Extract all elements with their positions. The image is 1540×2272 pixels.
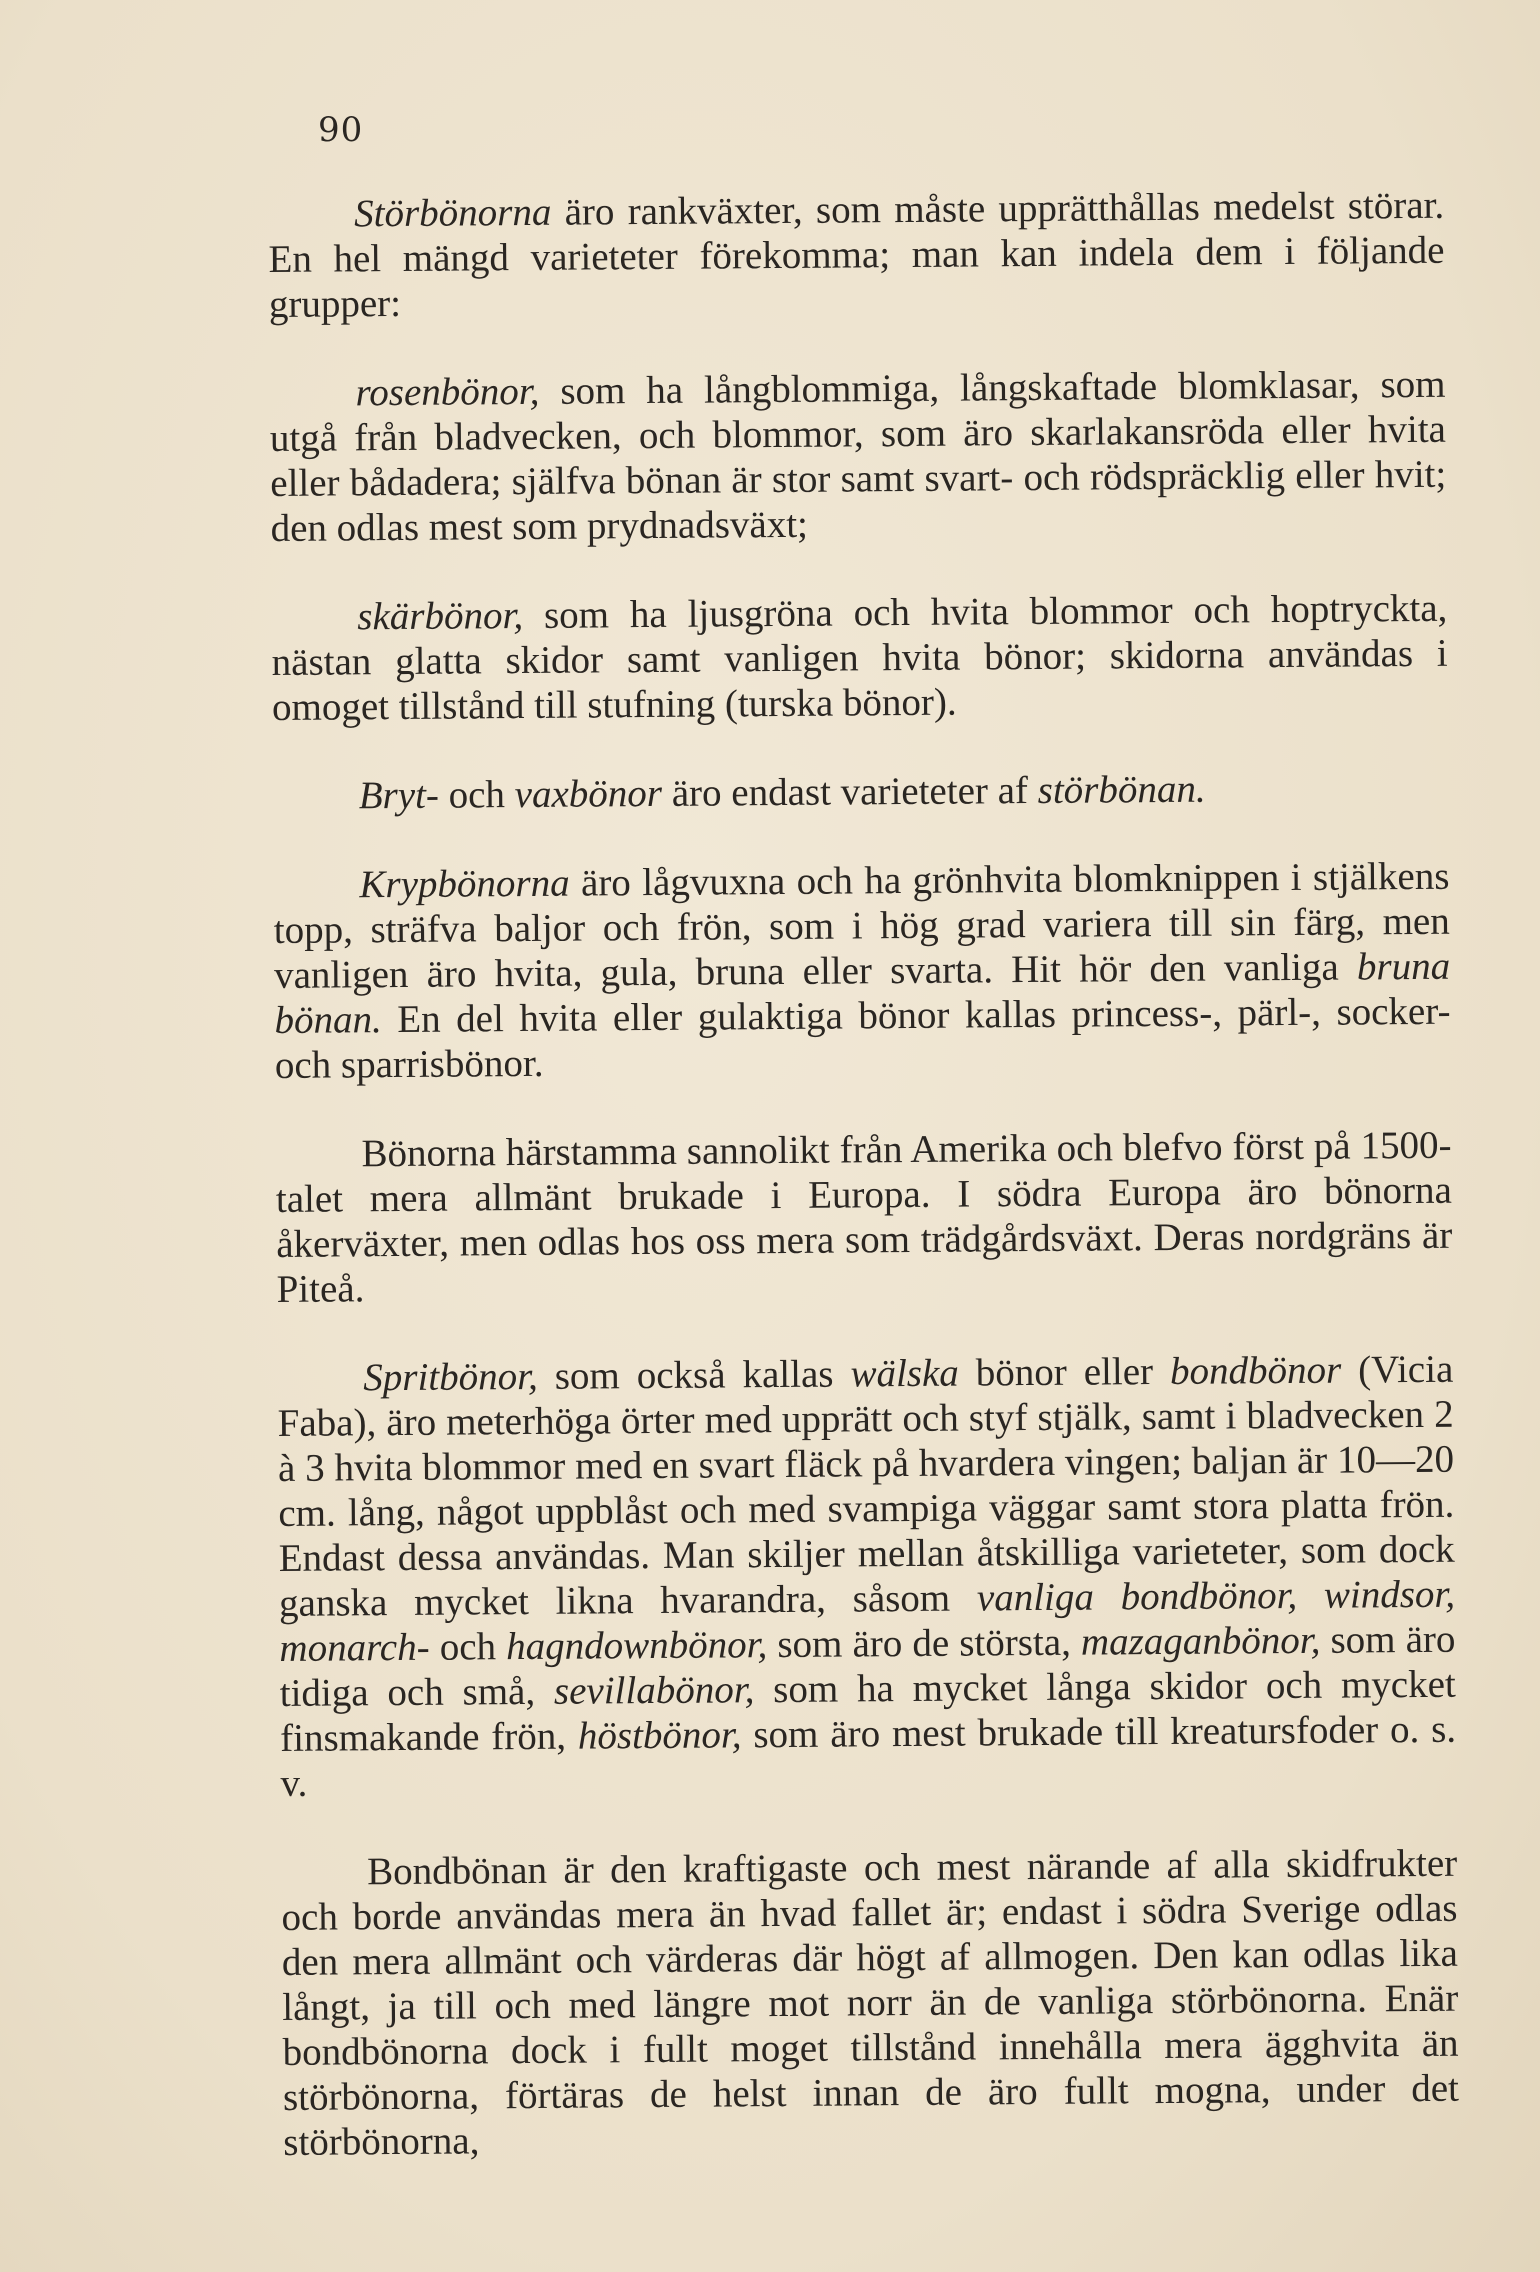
paragraph-ursprung	[275, 1123, 1452, 1312]
italic-term: störbönan.	[1037, 767, 1206, 812]
italic-term: mazaganbönor,	[1080, 1618, 1321, 1664]
italic-term: vaxbönor	[514, 771, 663, 817]
text-run: som också kallas	[537, 1352, 851, 1398]
text-run: Bondbönan är den kraftigaste och mest närande af alla skidfrukter och borde användas mera än hvad fallet är; endast i södra Sverige odlas den mera allmänt och värderas där högt af allmogen. Den kan odlas lika långt, ja till och med längre mot norr än de vanliga störbönorna. Enär bondbönorna dock i fullt moget tillstånd innehålla mera ägghvita än störbönorna, förtäras de helst innan de äro fullt mogna, under det störbönorna,	[281, 1841, 1460, 2164]
italic-term: Spritbönor,	[363, 1354, 538, 1400]
italic-term: rosenbönor,	[355, 369, 540, 415]
text-run: bönor eller	[958, 1349, 1171, 1395]
italic-term: Störbönorna	[354, 190, 552, 236]
text-run: och	[429, 1625, 507, 1669]
paragraph-skarbonor	[271, 586, 1448, 730]
text-run: äro lågvuxna och ha grönhvita blomknippen i stjälkens topp, sträfva baljor och frön, som i hög grad variera till sin färg, men vanligen äro hvita, gula, bruna eller svarta. Hit hör den vanliga	[273, 854, 1450, 997]
italic-term: vanliga bondbönor, windsor, monarch-	[279, 1572, 1456, 1670]
body-text	[268, 183, 1459, 2165]
text-run: En del hvita eller gulaktiga bönor kallas princess-, pärl-, socker- och sparrisbönor.	[274, 989, 1451, 1087]
paragraph-krypbonor	[273, 854, 1451, 1088]
text-run: som ha långblommiga, långskaftade blomklasar, som utgå från bladvecken, och blommor, som äro skarlakansröda eller hvita eller bådadera; själfva bönan är stor samt svart- och rödspräcklig eller hvit; den odlas mest som prydnadsväxt;	[269, 362, 1447, 550]
italic-term: Krypbönorna	[359, 861, 570, 907]
paragraph-rosenbonor	[269, 362, 1446, 551]
text-run: som äro de största,	[767, 1620, 1082, 1667]
paragraph-bondbonan	[281, 1841, 1459, 2165]
text-run: äro endast varieteter af	[661, 768, 1038, 815]
text-run: som äro mest brukade till kreatursfoder o. s. v.	[280, 1707, 1457, 1805]
page-number: 90	[318, 110, 364, 150]
text-run: som ha mycket långa skidor och mycket finsmakande frön,	[279, 1662, 1456, 1760]
text-run: och	[438, 773, 515, 817]
italic-term: hagndownbönor,	[505, 1623, 768, 1669]
italic-term: bruna bönan.	[274, 944, 1451, 1042]
text-run: som ha ljusgröna och hvita blommor och hoptryckta, nästan glatta skidor samt vanligen hvita bönor; skidorna användas i omoget tillstånd till stufning (turska bönor).	[271, 586, 1448, 729]
text-run: som äro tidiga och små,	[279, 1617, 1456, 1715]
paragraph-spritbonor	[277, 1347, 1456, 1806]
italic-term: höstbönor,	[577, 1713, 742, 1758]
italic-term: sevillabönor,	[553, 1668, 755, 1713]
text-run: (Vicia Faba), äro meterhöga örter med upprätt och styf stjälk, samt i bladvecken 2 à 3 hvita blommor med en svart fläck på hvardera vingen; baljan är 10—20 cm. lång, något uppblåst och med svampiga väggar samt stora platta frön. Endast dessa användas. Man skiljer mellan åtskilliga varieteter, som dock ganska mycket likna hvarandra, såsom	[277, 1347, 1455, 1625]
italic-term: bondbönor	[1169, 1348, 1342, 1393]
italic-term: Bryt-	[358, 773, 440, 818]
italic-term: wälska	[850, 1351, 959, 1396]
paragraph-bryt-vaxbonor	[273, 765, 1449, 819]
italic-term: skärbönor,	[357, 594, 524, 639]
paragraph-storbonor	[268, 183, 1445, 327]
text-run: äro rankväxter, som måste upprätthållas medelst störar. En hel mängd varieteter förekomma; man kan indela dem i följande grupper:	[268, 183, 1445, 326]
text-run: Bönorna härstamma sannolikt från Amerika och blefvo först på 1500-talet mera allmänt brukade i Europa. I södra Europa äro bönorna åkerväxter, men odlas hos oss mera som trädgårdsväxt. Deras nordgräns är Piteå.	[275, 1123, 1453, 1311]
